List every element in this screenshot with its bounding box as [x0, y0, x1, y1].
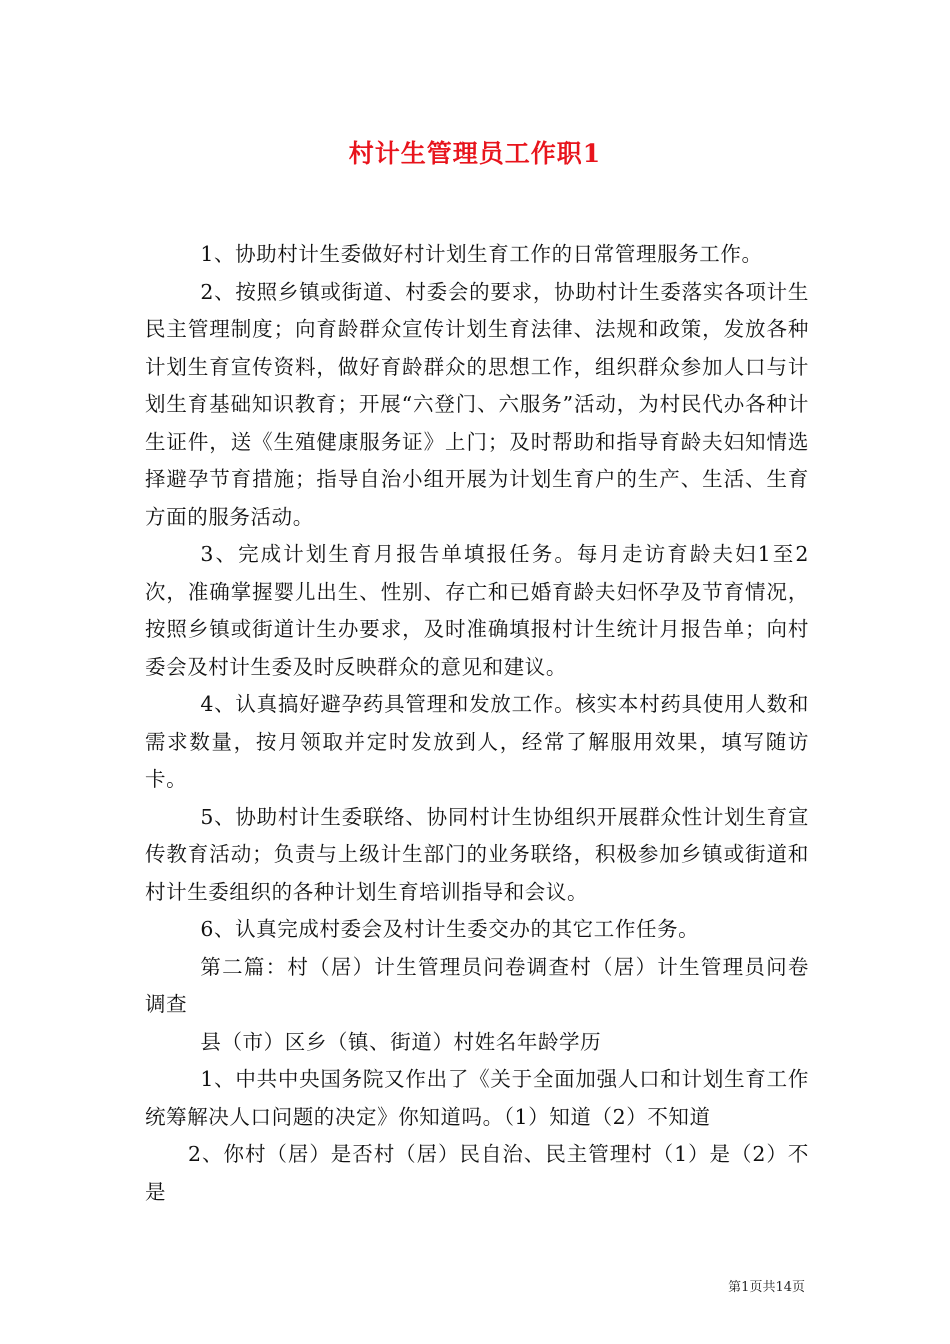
paragraph-6: 6、认真完成村委会及村计生委交办的其它工作任务。	[200, 917, 700, 941]
paragraph-5: 5、协助村计生委联络、协同村计生协组织开展群众性计划生育宣传教育活动；负责与上级计生部门的业务联络，积极参加乡镇或街道和村计生委组织的各种计划生育培训指导和会议。	[145, 804, 809, 904]
page-number: 第1页共14页	[728, 1280, 805, 1295]
paragraph-9: 1、中共中央国务院又作出了《关于全面加强人口和计划生育工作统筹解决人口问题的决定》你知道吗。（1）知道（2）不知道	[145, 1067, 809, 1129]
page-title: 村计生管理员工作职1	[348, 139, 602, 168]
paragraph-2: 2、按照乡镇或街道、村委会的要求，协助村计生委落实各项计生民主管理制度；向育龄群众宣传计划生育法律、法规和政策，发放各种计划生育宣传资料，做好育龄群众的思想工作，组织群众参加人口与计划生育基础知识教育；开展“六登门、六服务”活动，为村民代办各种计生证件，送《生殖健康服务证》上门；及时帮助和指导育龄夫妇知情选择避孕节育措施；指导自治小组开展为计划生育户的生产、生活、生育方面的服务活动。	[145, 279, 809, 529]
paragraph-10: 2、你村（居）是否村（居）民自治、民主管理村（1）是（2）不是	[145, 1142, 809, 1204]
paragraph-3: 3、完成计划生育月报告单填报任务。每月走访育龄夫妇1至2次，准确掌握婴儿出生、性别、存亡和已婚育龄夫妇怀孕及节育情况，按照乡镇或街道计生办要求，及时准确填报村计生统计月报告单；向村委会及村计生委及时反映群众的意见和建议。	[145, 542, 809, 679]
document-body	[145, 236, 809, 1211]
paragraph-1: 1、协助村计生委做好村计划生育工作的日常管理服务工作。	[200, 242, 763, 266]
paragraph-7: 第二篇：村（居）计生管理员问卷调查村（居）计生管理员问卷调查	[145, 954, 809, 1016]
paragraph-8: 县（市）区乡（镇、街道）村姓名年龄学历	[200, 1029, 602, 1054]
paragraph-4: 4、认真搞好避孕药具管理和发放工作。核实本村药具使用人数和需求数量，按月领取并定时发放到人，经常了解服用效果，填写随访卡。	[145, 692, 809, 791]
